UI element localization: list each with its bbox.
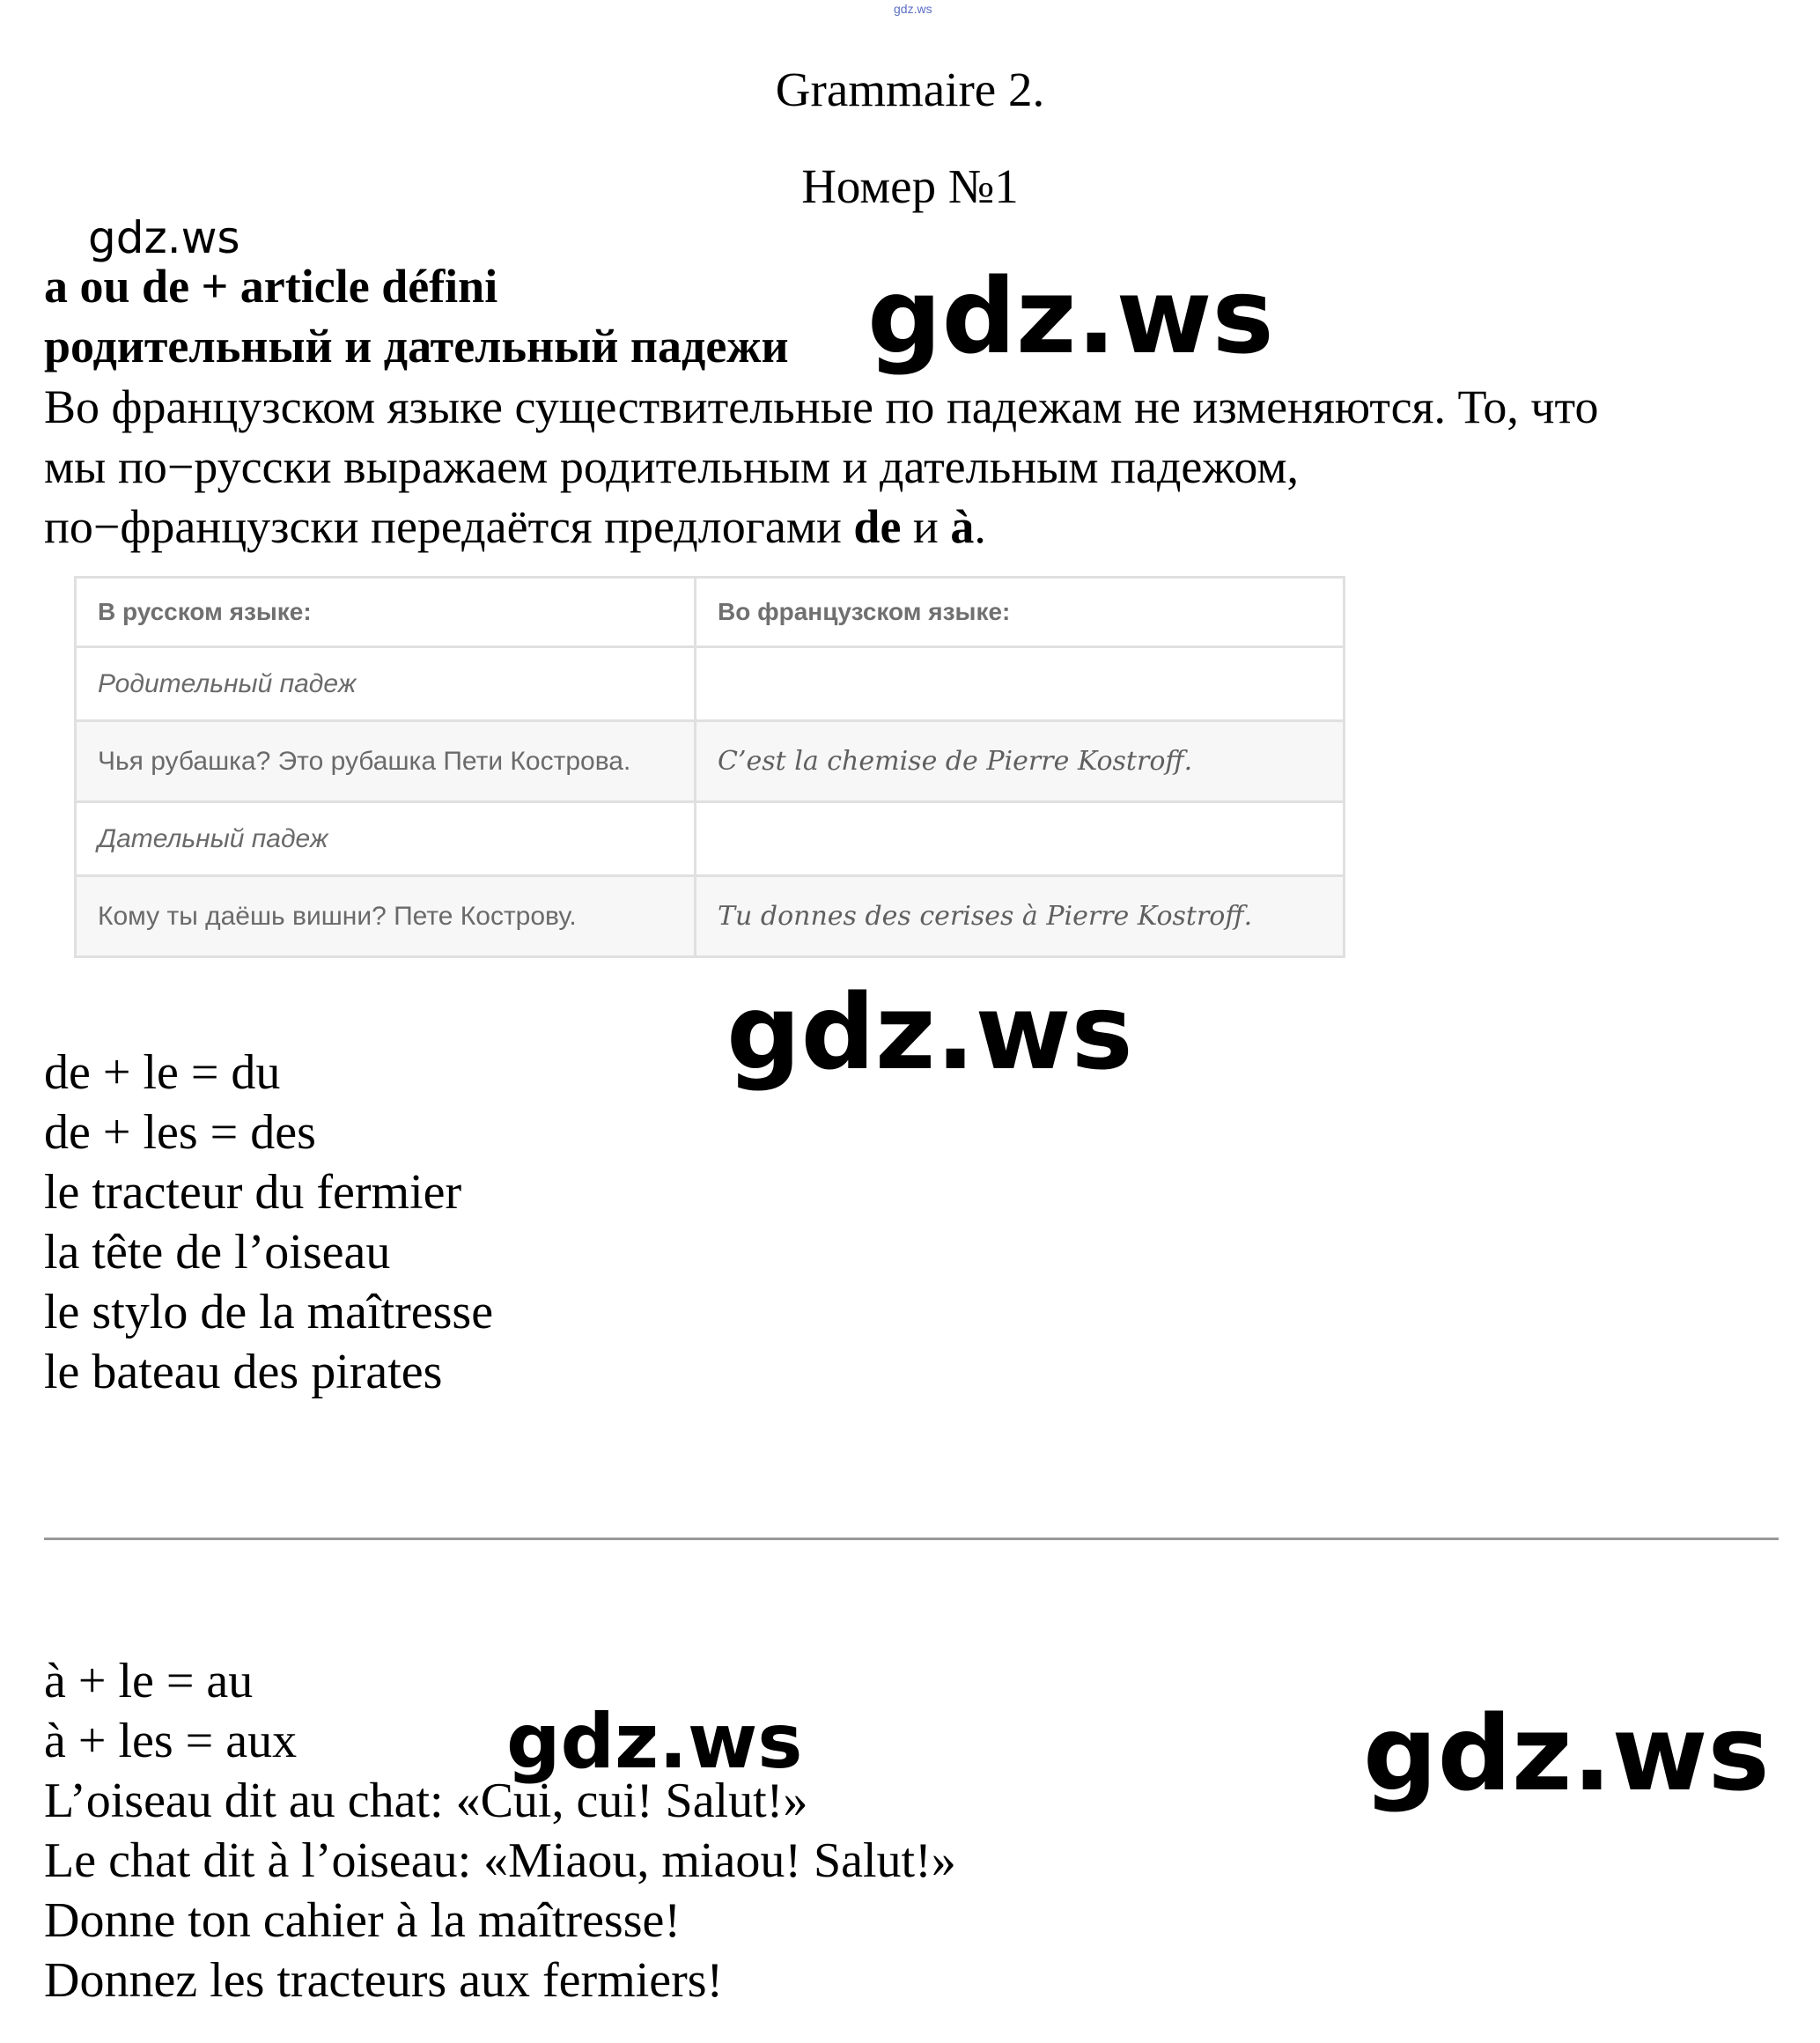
watermark-medium: gdz.ws [506, 1698, 803, 1786]
example-line: de + les = des [44, 1105, 316, 1160]
section-heading: a ou de + article défini [44, 260, 498, 313]
example-line: à + le = au [44, 1654, 254, 1708]
table-cell: Дательный падеж [76, 802, 696, 876]
example-line: la tête de l’oiseau [44, 1225, 391, 1280]
example-line: le tracteur du fermier [44, 1165, 462, 1220]
intro-paragraph [44, 377, 1598, 557]
table-header-cell: Во французском языке: [696, 578, 1345, 647]
table-cell: Кому ты даёшь вишни? Пете Кострову. [76, 876, 696, 957]
table-row [76, 647, 1345, 721]
table-cell [696, 802, 1345, 876]
watermark-small: gdz.ws [88, 212, 240, 263]
table-cell: Родительный падеж [76, 647, 696, 721]
example-line: le bateau des pirates [44, 1345, 443, 1399]
watermark-large: gdz.ws [726, 971, 1133, 1093]
case-comparison-table [74, 576, 1345, 958]
examples-de [44, 1043, 493, 1402]
table-cell: Чья рубашка? Это рубашка Пети Кострова. [76, 721, 696, 802]
table-header-cell: В русском языке: [76, 578, 696, 647]
example-line: Donnez les tracteurs aux fermiers! [44, 1953, 724, 2008]
preposition-a: à [950, 500, 975, 553]
table-row [76, 721, 1345, 802]
watermark-large: gdz.ws [1363, 1693, 1770, 1814]
page-title: Grammaire 2. [775, 63, 1045, 116]
page-subtitle: Номер №1 [801, 159, 1019, 213]
watermark-tiny: gdz.ws [894, 2, 932, 16]
table-row [76, 876, 1345, 957]
example-line: à + les = aux [44, 1714, 298, 1768]
example-line: de + le = du [44, 1045, 281, 1100]
example-line: Donne ton cahier à la maîtresse! [44, 1893, 682, 1948]
examples-a [44, 1651, 956, 2010]
intro-line: мы по−русски выражаем родительным и дательным падежом, [44, 440, 1299, 493]
table-cell: Tu donnes des cerises à Pierre Kostroff. [696, 876, 1345, 957]
table-header-row [76, 578, 1345, 647]
divider [44, 1538, 1779, 1540]
table-row [76, 802, 1345, 876]
section-subheading: родительный и дательный падежи [44, 320, 789, 372]
example-line: le stylo de la maîtresse [44, 1285, 494, 1339]
preposition-de: de [853, 500, 902, 553]
table-cell: C’est la chemise de Pierre Kostroff. [696, 721, 1345, 802]
watermark-large: gdz.ws [867, 255, 1274, 377]
example-line: L’oiseau dit au chat: «Cui, cui! Salut!» [44, 1774, 808, 1828]
intro-line: Во французском языке существительные по падежам не изменяются. То, что [44, 380, 1599, 433]
example-line: Le chat dit à l’oiseau: «Miaou, miaou! Salut!» [44, 1833, 956, 1888]
intro-line: по−французски передаётся предлогами de и à. [44, 500, 986, 553]
table-cell [696, 647, 1345, 721]
